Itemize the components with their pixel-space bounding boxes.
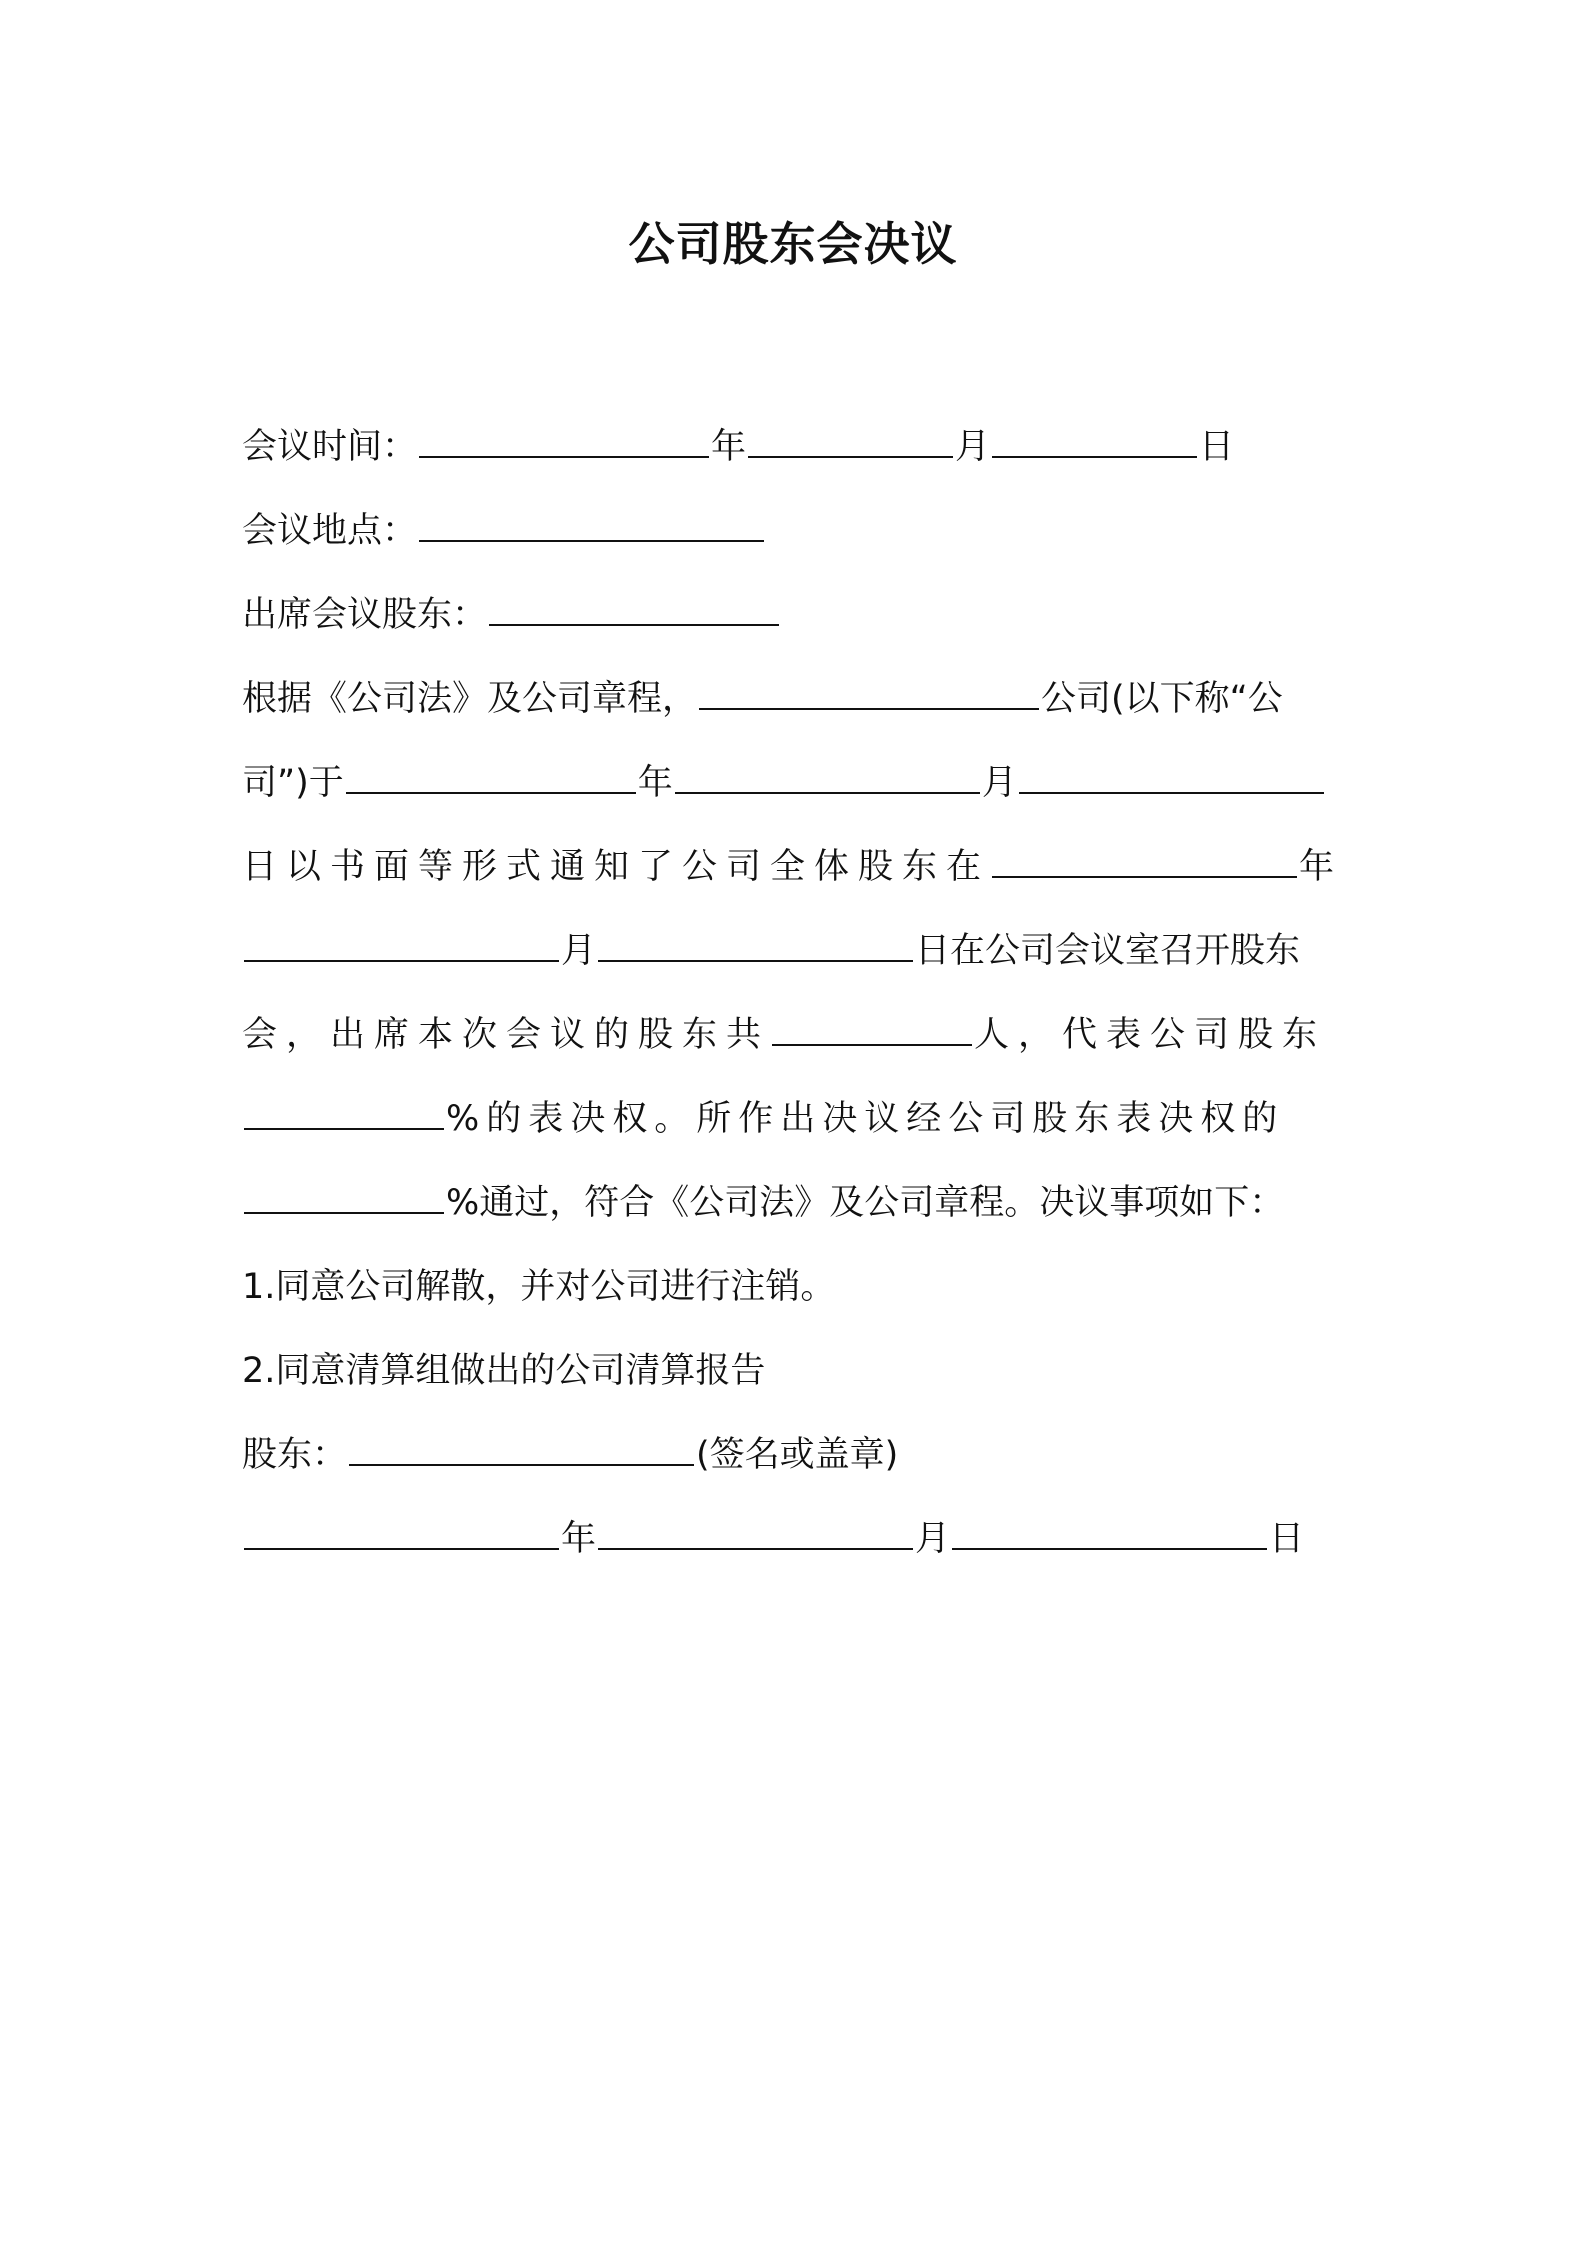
month-label: 月: [981, 763, 1017, 803]
paragraph-text: %的表决权。所作出决议经公司股东表决权的: [446, 1099, 1285, 1139]
day-label: 日: [1269, 1519, 1305, 1559]
month-label: 月: [561, 931, 597, 971]
signature-label: 股东：: [242, 1435, 348, 1475]
paragraph-text: 日以书面等形式通知了公司全体股东在: [242, 847, 991, 887]
attendees-line: [242, 573, 1352, 657]
paragraph-line-2: [242, 741, 1352, 825]
year-label: 年: [637, 763, 673, 803]
signature-note: (签名或盖章): [696, 1435, 899, 1475]
year-label: 年: [1299, 847, 1344, 887]
paragraph-text: 人，代表公司股东: [974, 1015, 1327, 1055]
notice-day-blank: [1019, 758, 1324, 794]
year-label: 年: [561, 1519, 597, 1559]
paragraph-line-6: [242, 1077, 1352, 1161]
paragraph-text: %通过，符合《公司法》及公司章程。决议事项如下：: [446, 1183, 1285, 1223]
signature-month-blank: [598, 1514, 913, 1550]
paragraph-line-3: [242, 825, 1352, 909]
attendee-count-blank: [772, 1010, 972, 1046]
paragraph-text: 日在公司会议室召开股东: [915, 931, 1301, 971]
company-name-blank: [699, 674, 1039, 710]
meeting-place-label: 会议地点：: [242, 511, 418, 551]
paragraph-line-7: [242, 1161, 1352, 1245]
resolution-item-2: 2.同意清算组做出的公司清算报告: [242, 1351, 766, 1391]
meeting-year-blank: [419, 422, 709, 458]
paragraph-text: 根据《公司法》及公司章程，: [242, 679, 698, 719]
meeting-place-line: [242, 489, 1352, 573]
paragraph-line-5: [242, 993, 1352, 1077]
notice-month-blank: [675, 758, 980, 794]
meeting-day-blank: [992, 422, 1197, 458]
session-year-blank: [992, 842, 1297, 878]
voting-share-blank: [244, 1094, 444, 1130]
month-label: 月: [915, 1519, 951, 1559]
month-label: 月: [955, 427, 991, 467]
document-body: [242, 405, 1352, 1581]
paragraph-line-4: [242, 909, 1352, 993]
paragraph-text: 公司(以下称“公: [1041, 679, 1283, 719]
signature-blank: [349, 1430, 694, 1466]
year-label: 年: [711, 427, 747, 467]
meeting-month-blank: [748, 422, 953, 458]
meeting-place-blank: [419, 506, 764, 542]
meeting-time-label: 会议时间：: [242, 427, 418, 467]
paragraph-text: 会，出席本次会议的股东共: [242, 1015, 771, 1055]
session-day-blank: [598, 926, 913, 962]
resolution-item-1: 1.同意公司解散，并对公司进行注销。: [242, 1267, 836, 1307]
approval-share-blank: [244, 1178, 444, 1214]
paragraph-line-1: [242, 657, 1352, 741]
day-label: 日: [1199, 427, 1235, 467]
paragraph-text: 司”)于: [242, 763, 344, 803]
notice-year-blank: [346, 758, 636, 794]
signature-line: [242, 1413, 1352, 1497]
signature-year-blank: [244, 1514, 559, 1550]
session-month-blank: [244, 926, 559, 962]
document-title: 公司股东会决议: [628, 217, 958, 271]
attendees-blank: [489, 590, 779, 626]
signature-day-blank: [952, 1514, 1267, 1550]
meeting-time-line: [242, 405, 1352, 489]
signature-date-line: [242, 1497, 1352, 1581]
attendees-label: 出席会议股东：: [242, 595, 488, 635]
